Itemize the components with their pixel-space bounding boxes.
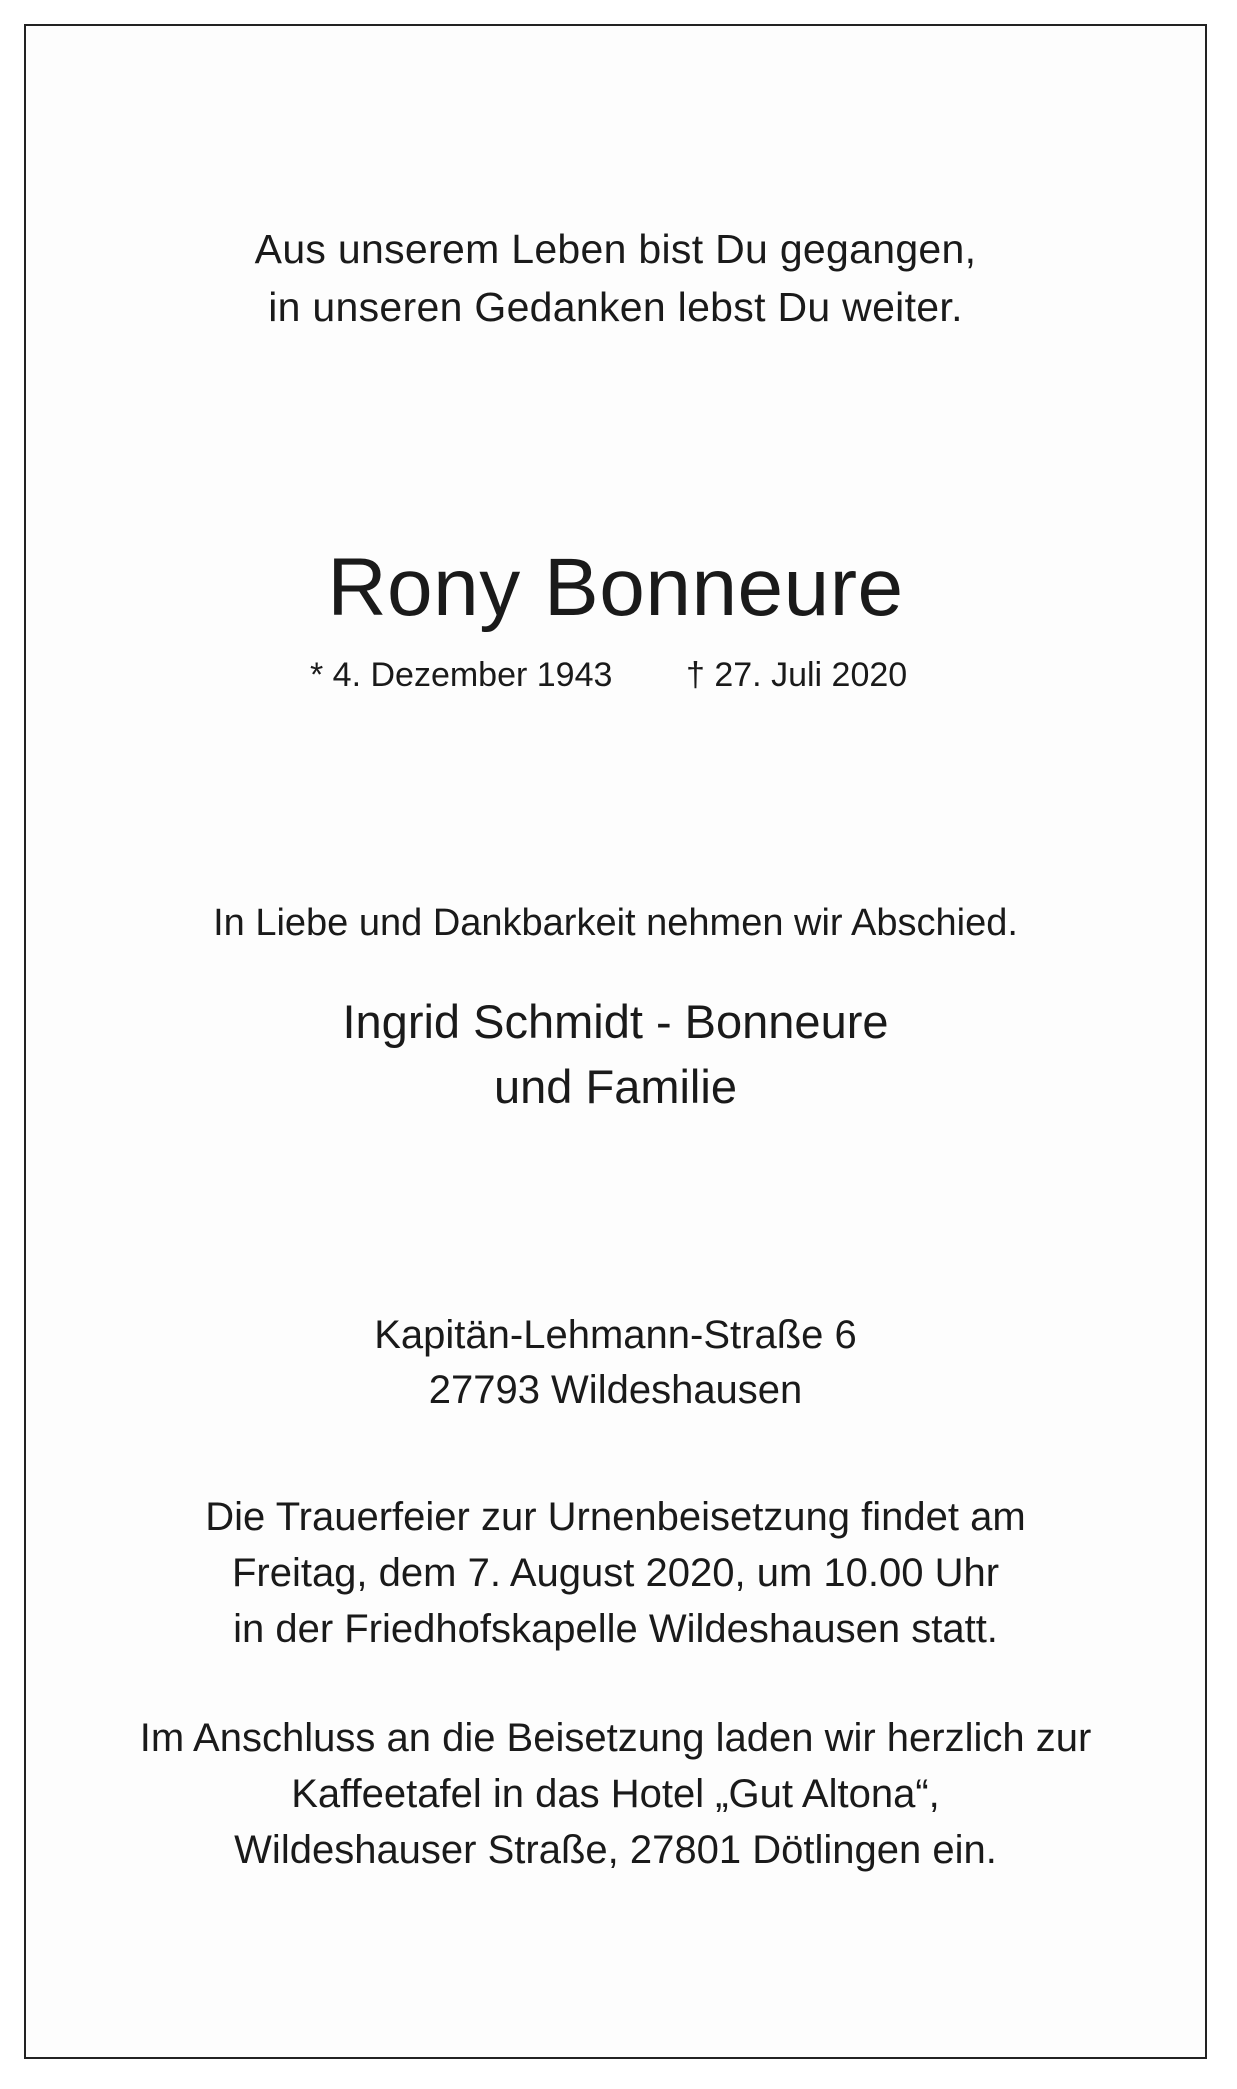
service-line-3: in der Friedhofskapelle Wildeshausen statt. (233, 1607, 998, 1651)
service-line-2: Freitag, dem 7. August 2020, um 10.00 Uhr (231, 1551, 1000, 1595)
invitation-line-1: Im Anschluss an die Beisetzung laden wir herzlich zur (139, 1716, 1092, 1760)
obituary-card (24, 24, 1207, 2059)
birth-date: * 4. Dezember 1943 (310, 656, 613, 694)
address-city: 27793 Wildeshausen (428, 1368, 803, 1412)
death-date: † 27. Juli 2020 (686, 656, 908, 694)
invitation-line-3: Wildeshauser Straße, 27801 Dötlingen ein. (234, 1828, 997, 1872)
invitation-line-2: Kaffeetafel in das Hotel „Gut Altona“, (291, 1772, 940, 1816)
life-dates (26, 656, 1205, 700)
mourners-line-1: Ingrid Schmidt - Bonneure (342, 995, 889, 1048)
service-line-1: Die Trauerfeier zur Urnenbeisetzung findet am (205, 1495, 1026, 1539)
address-street: Kapitän-Lehmann-Straße 6 (374, 1313, 857, 1357)
mourners-line-2: und Familie (494, 1060, 737, 1113)
motto-line-2: in unseren Gedanken lebst Du weiter. (268, 284, 963, 330)
motto-line-1: Aus unserem Leben bist Du gegangen, (254, 226, 977, 272)
farewell-text: In Liebe und Dankbarkeit nehmen wir Abschied. (213, 902, 1018, 944)
deceased-name: Rony Bonneure (327, 542, 904, 633)
